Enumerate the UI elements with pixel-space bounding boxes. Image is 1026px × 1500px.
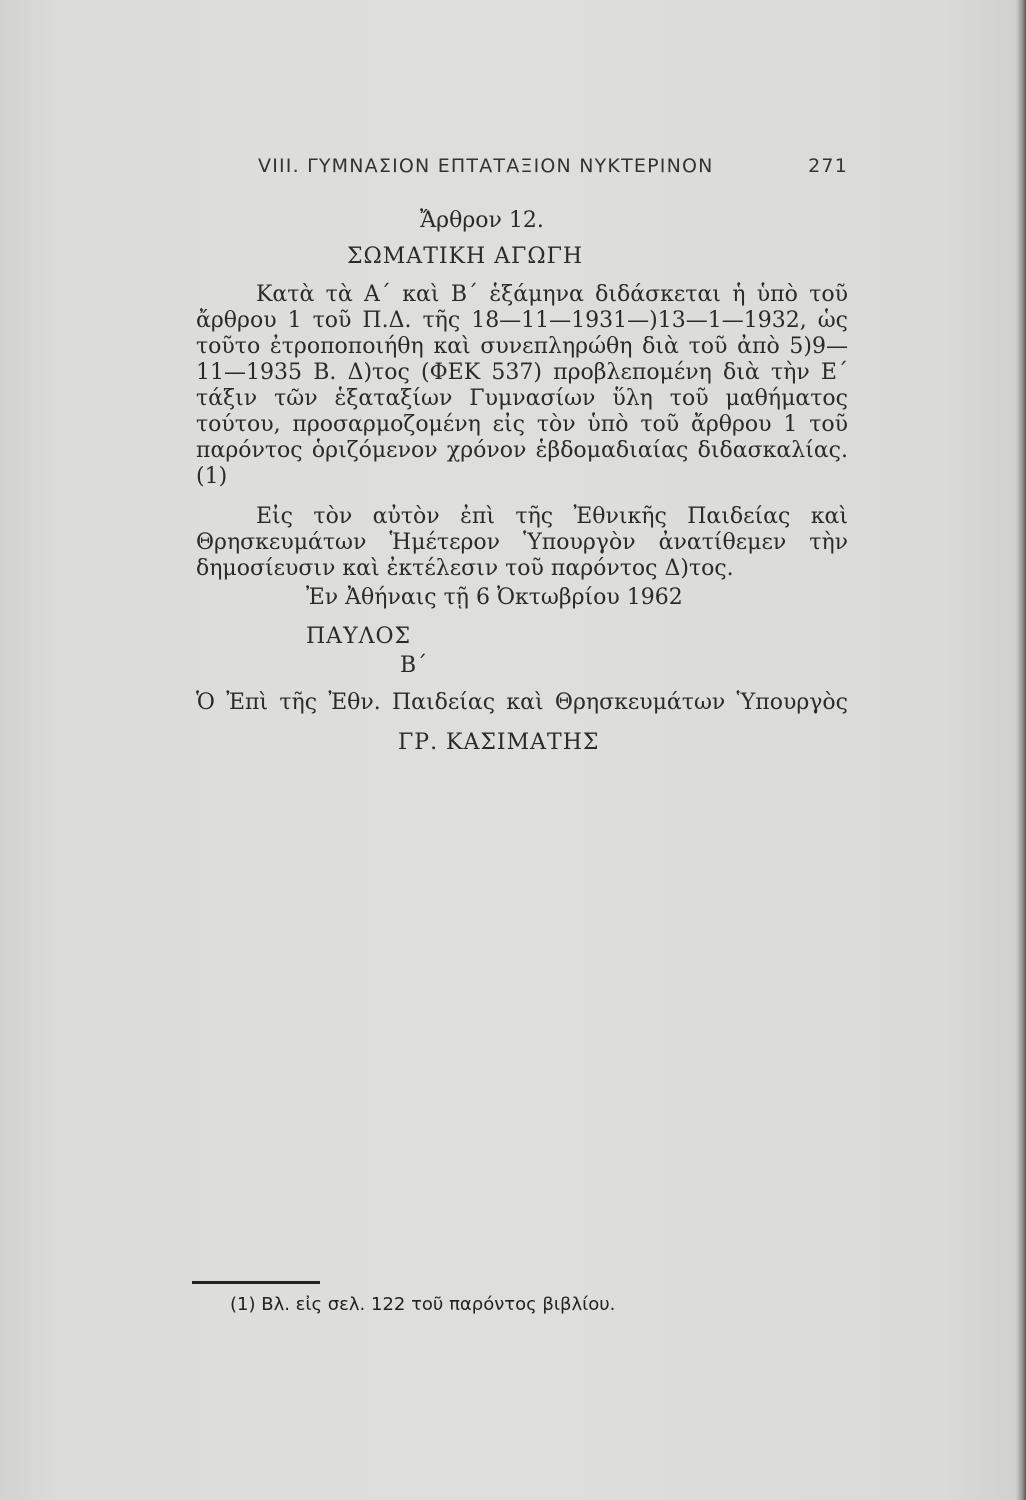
signer-name: ΠΑΥΛΟΣ bbox=[306, 624, 412, 649]
running-header bbox=[258, 155, 848, 177]
running-title: VIII. ΓΥΜΝΑΣΙΟΝ ΕΠΤΑΤΑΞΙΟΝ ΝΥΚΤΕΡΙΝΟΝ bbox=[258, 155, 714, 177]
minister-title: Ὁ Ἐπὶ τῆς Ἐθν. Παιδείας καὶ Θρησκευμάτων Ὑπουργὸς bbox=[196, 690, 848, 715]
page-edge-shadow bbox=[1016, 0, 1026, 1500]
article-number: Ἄρθρον 12. bbox=[420, 208, 544, 233]
footnote: (1) Βλ. εἰς σελ. 122 τοῦ παρόντος βιβλίου. bbox=[230, 1294, 616, 1315]
footnote-rule bbox=[192, 1281, 320, 1284]
section-title: ΣΩΜΑΤΙΚΗ ΑΓΩΓΗ bbox=[346, 244, 584, 269]
paragraph-2: Εἰς τὸν αὐτὸν ἐπὶ τῆς Ἐθνικῆς Παιδείας καὶ Θρησκευμάτων Ἡμέτερον Ὑπουργὸν ἀνατίθεμεν τὴν δημοσίευσιν καὶ ἐκτέλεσιν τοῦ παρόντος Δ)τος. bbox=[196, 504, 848, 581]
page-number: 271 bbox=[808, 155, 848, 177]
date-line: Ἐν Ἀθήναις τῇ 6 Ὀκτωβρίου 1962 bbox=[306, 585, 683, 610]
paragraph-1: Κατὰ τὰ Α΄ καὶ Β΄ ἑξάμηνα διδάσκεται ἡ ὑπὸ τοῦ ἄρθρου 1 τοῦ Π.Δ. τῆς 18—11—1931—)13—1—1932, ὡς τοῦτο ἐτροποποιήθη καὶ συνεπληρώθη διὰ τοῦ ἀπὸ 5)9—11—1935 Β. Δ)τος (ΦΕΚ 537) προβλεπομένη διὰ τὴν Ε΄ τάξιν τῶν ἑξαταξίων Γυμνασίων ὕλη τοῦ μαθήματος τούτου, προσαρμοζομένη εἰς τὸν ὑπὸ τοῦ ἄρθρου 1 τοῦ παρόντος ὁριζόμενον χρόνον ἑβδομαδιαίας διδασκαλίας. (1) bbox=[196, 282, 848, 489]
minister-name: ΓΡ. ΚΑΣΙΜΑΤΗΣ bbox=[398, 730, 600, 755]
signer-regnal-number: Β΄ bbox=[400, 653, 428, 678]
